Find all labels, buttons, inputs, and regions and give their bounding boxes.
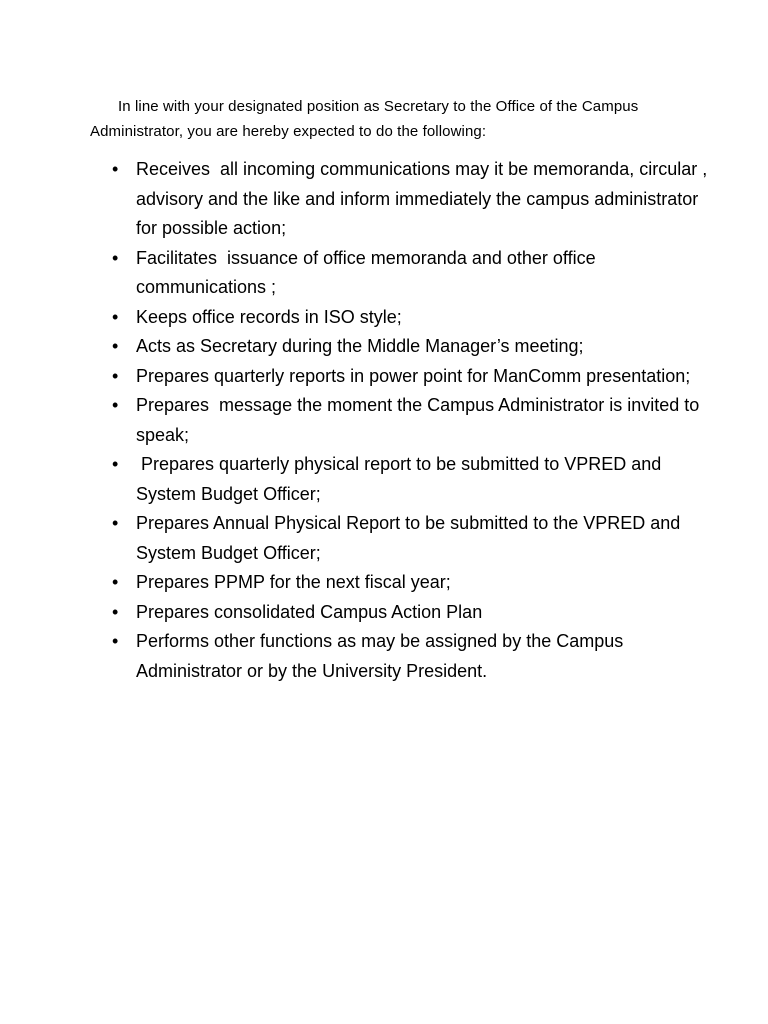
duty-text: Prepares PPMP for the next fiscal year; — [136, 572, 451, 592]
duty-item — [108, 332, 708, 362]
bullet-icon: • — [112, 454, 119, 474]
duty-item — [108, 598, 708, 628]
bullet-icon: • — [112, 572, 119, 592]
bullet-icon: • — [112, 336, 119, 356]
intro-paragraph — [90, 94, 690, 144]
duty-text: Prepares message the moment the Campus Administrator is invited to speak; — [136, 395, 705, 445]
bullet-icon: • — [112, 601, 119, 622]
duty-text: Acts as Secretary during the Middle Manager’s meeting; — [136, 336, 584, 356]
duty-item — [108, 627, 708, 686]
duty-item — [108, 391, 708, 450]
duty-item — [108, 244, 708, 303]
bullet-icon: • — [112, 159, 119, 179]
duty-text: Prepares quarterly reports in power point for ManComm presentation; — [136, 365, 691, 386]
duty-text: Facilitates issuance of office memoranda and other office communications ; — [136, 247, 601, 297]
duties-list — [108, 155, 713, 686]
duty-item — [108, 568, 708, 598]
bullet-icon: • — [112, 395, 119, 415]
duty-item — [108, 362, 708, 392]
duty-text: Prepares Annual Physical Report to be submitted to the VPRED and System Budget Officer; — [136, 513, 686, 563]
duty-text: Receives all incoming communications may it be memoranda, circular , advisory and the like and inform immediately the campus administrator for possible action; — [136, 159, 713, 238]
duty-text: Prepares consolidated Campus Action Plan — [136, 601, 483, 622]
duty-item — [108, 509, 708, 568]
bullet-icon: • — [112, 631, 119, 651]
duty-item — [108, 155, 713, 244]
duty-text: Keeps office records in ISO style; — [136, 306, 402, 327]
duty-text: Prepares quarterly physical report to be submitted to VPRED and System Budget Officer; — [136, 454, 667, 504]
bullet-icon: • — [112, 513, 119, 533]
duty-item — [108, 450, 708, 509]
duty-text: Performs other functions as may be assigned by the Campus Administrator or by the University President. — [136, 631, 628, 681]
bullet-icon: • — [112, 306, 119, 327]
bullet-icon: • — [112, 365, 119, 386]
duty-item — [108, 303, 708, 333]
bullet-icon: • — [112, 247, 119, 268]
intro-text: In line with your designated position as Secretary to the Office of the Campus Administrator, you are hereby expected to do the following: — [90, 98, 639, 140]
